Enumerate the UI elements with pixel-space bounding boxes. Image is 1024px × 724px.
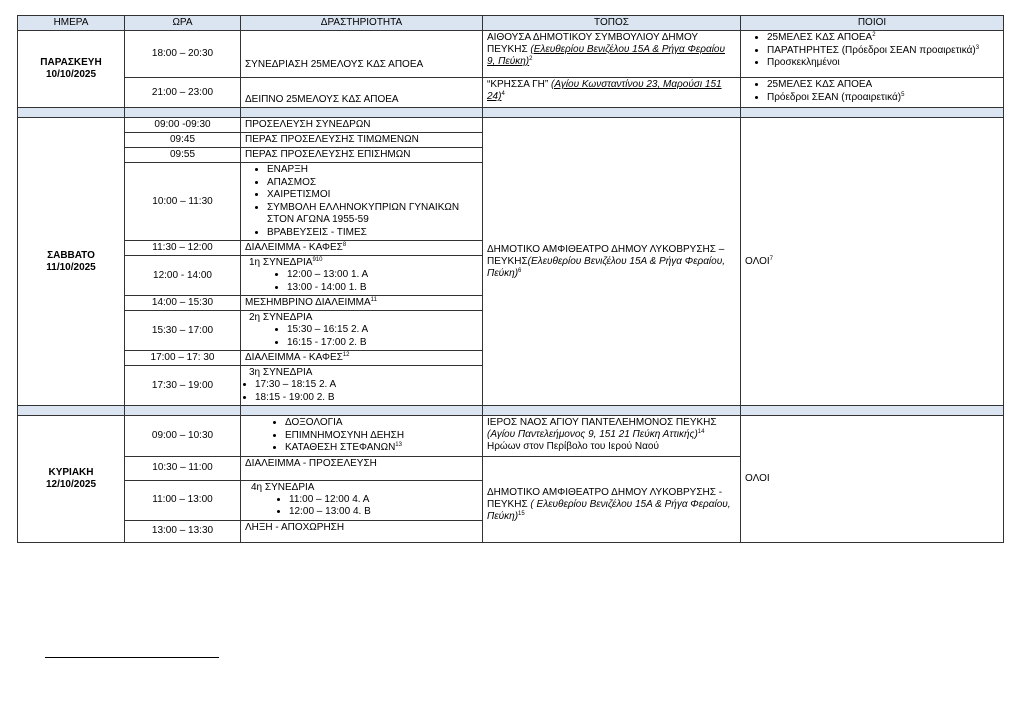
friday-dinner-who	[741, 78, 1004, 108]
friday-row-dinner	[18, 78, 1004, 108]
place-name: ΙΕΡΟΣ ΝΑΟΣ ΑΓΙΟΥ ΠΑΝΤΕΛΕΗΜΟΝΟΣ ΠΕΥΚΗΣ	[487, 417, 717, 428]
activity-cell: ΔΙΑΛΕΙΜΜΑ - ΚΑΦΕΣ$^{12}$	[241, 351, 483, 366]
sunday-day-date: 12/10/2025	[45, 478, 97, 490]
friday-day-name: ΠΑΡΑΣΚΕΥΗ	[40, 57, 102, 68]
activity-cell	[241, 366, 483, 406]
saturday-day-cell	[18, 118, 125, 406]
time-cell: 17:00 – 17: 30	[125, 351, 241, 366]
list-item: • 25ΜΕΛΕΣ ΚΔΣ ΑΠΟΕΑ$^2$	[767, 32, 999, 45]
list-item: • 12:00 – 13:00 4. Β	[289, 506, 478, 519]
sunday-amphitheatre-place	[483, 456, 741, 542]
activity-cell	[241, 480, 483, 520]
saturday-place	[483, 118, 741, 406]
activity-cell: ΜΕΣΗΜΒΡΙΝΟ ΔΙΑΛΕΙΜΜΑ$^{11}$	[241, 296, 483, 311]
sunday-day-name: ΚΥΡΙΑΚΗ	[48, 466, 94, 478]
list-item: • 12:00 – 13:00 1. Α	[287, 269, 478, 282]
list-item: • ΠΑΡΑΤΗΡΗΤΕΣ (Πρόεδροι ΣΕΑΝ προαιρετικά)$^3$	[767, 45, 999, 58]
list-item: • 17:30 – 18:15 2. Α	[255, 379, 478, 392]
list-item: • 11:00 – 12:00 4. Α	[289, 494, 478, 507]
saturday-who	[741, 118, 1004, 406]
place-address: (Αγίου Κωνσταντίνου 23, Μαρούσι 151 24)	[487, 79, 722, 102]
friday-meeting-time: 18:00 – 20:30	[125, 31, 241, 78]
place-name: ΔΗΜΟΤΙΚΟ ΑΜΦΙΘΕΑΤΡΟ ΔΗΜΟΥ ΛΥΚΟΒΡΥΣΗΣ - ΠΕΥΚΗΣ	[487, 486, 723, 510]
time-cell: 11:00 – 13:00	[125, 480, 241, 520]
header-who: ΠΟΙΟΙ	[741, 16, 1004, 31]
saturday-row-arrival	[18, 118, 1004, 133]
place-extra: Ηρώων στον Περίβολο του Ιερού Ναού	[487, 441, 659, 452]
list-item: • 16:15 - 17:00 2. Β	[287, 337, 478, 350]
sunday-service-place	[483, 416, 741, 457]
place-address: (Ελευθερίου Βενιζέλου 15Α & Ρήγα Φεραίου 9, Πεύκη)	[487, 44, 725, 67]
session-title: 1η ΣΥΝΕΔΡΙΑ	[249, 257, 313, 268]
sunday-day-cell	[18, 416, 125, 543]
time-cell: 14:00 – 15:30	[125, 296, 241, 311]
time-cell: 09:00 – 10:30	[125, 416, 241, 457]
activity-cell: ΠΕΡΑΣ ΠΡΟΣΕΛΕΥΣΗΣ ΤΙΜΩΜΕΝΩΝ	[241, 133, 483, 148]
header-place: ΤΟΠΟΣ	[483, 16, 741, 31]
saturday-day-name: ΣΑΒΒΑΤΟ	[47, 249, 95, 261]
list-item: • ΒΡΑΒΕΥΣΕΙΣ - ΤΙΜΕΣ	[267, 227, 478, 240]
friday-day-date: 10/10/2025	[45, 69, 97, 80]
list-item: • ΑΠΑΣΜΟΣ	[267, 177, 478, 190]
list-item: • ΕΝΑΡΞΗ	[267, 164, 478, 177]
list-item: • ΕΠΙΜΝΗΜΟΣΥΝΗ ΔΕΗΣΗ	[285, 430, 478, 443]
place-address: (Αγίου Παντελεήμονος 9, 151 21 Πεύκη Αττικής)	[487, 429, 698, 440]
place-name: ΑΙΘΟΥΣΑ ΔΗΜΟΤΙΚΟΥ ΣΥΜΒΟΥΛΙΟΥ ΔΗΜΟΥ ΠΕΥΚΗΣ	[487, 32, 698, 55]
header-row	[18, 16, 1004, 31]
friday-dinner-activity: ΔΕΙΠΝΟ 25ΜΕΛΟΥΣ ΚΔΣ ΑΠΟΕΑ	[241, 78, 483, 108]
friday-meeting-who	[741, 31, 1004, 78]
header-day: ΗΜΕΡΑ	[18, 16, 125, 31]
activity-cell	[241, 416, 483, 457]
header-activity: ΔΡΑΣΤΗΡΙΟΤΗΤΑ	[241, 16, 483, 31]
time-cell: 10:00 – 11:30	[125, 163, 241, 241]
activity-cell: 1η ΣΥΝΕΔΡΙΑ$^{910}$ • 12:00 – 13:00 1. Α • 13:00 - 14:00 1. Β	[241, 256, 483, 296]
list-item: • ΧΑΙΡΕΤΙΣΜΟΙ	[267, 189, 478, 202]
session-title: 3η ΣΥΝΕΔΡΙΑ	[249, 367, 313, 378]
footnote-ref: 6	[518, 267, 522, 274]
sunday-who: ΟΛΟΙ	[741, 416, 1004, 543]
footnote-ref: 4	[501, 91, 505, 97]
footnote-separator	[45, 657, 219, 658]
activity-cell: ΔΙΑΛΕΙΜΜΑ - ΚΑΦΕΣ$^8$	[241, 241, 483, 256]
list-item: • ΣΥΜΒΟΛΗ ΕΛΛΗΝΟΚΥΠΡΙΩΝ ΓΥΝΑΙΚΩΝ ΣΤΟΝ ΑΓΩΝΑ 1955-59	[267, 202, 478, 227]
friday-day-cell	[18, 31, 125, 108]
list-item: • ΔΟΞΟΛΟΓΙΑ	[285, 417, 478, 430]
list-item: • 18:15 - 19:00 2. Β	[255, 392, 478, 405]
footnote-ref: 14	[697, 429, 705, 435]
activity-cell: ΛΗΞΗ - ΑΠΟΧΩΡΗΣΗ	[241, 520, 483, 542]
footnote-ref: 2	[529, 56, 533, 62]
session-title: 4η ΣΥΝΕΔΡΙΑ	[251, 481, 315, 493]
time-cell: 15:30 – 17:00	[125, 311, 241, 351]
activity-cell: ΔΙΑΛΕΙΜΜΑ - ΠΡΟΣΕΛΕΥΣΗ	[241, 456, 483, 480]
sunday-row-service	[18, 416, 1004, 457]
time-cell: 09:55	[125, 148, 241, 163]
activity-cell: ΠΕΡΑΣ ΠΡΟΣΕΛΕΥΣΗΣ ΕΠΙΣΗΜΩΝ	[241, 148, 483, 163]
separator-row	[18, 406, 1004, 416]
activity-cell	[241, 311, 483, 351]
header-time: ΩΡΑ	[125, 16, 241, 31]
activity-cell: ΠΡΟΣΕΛΕΥΣΗ ΣΥΝΕΔΡΩΝ	[241, 118, 483, 133]
separator-row	[18, 108, 1004, 118]
list-item: • Προσκεκλημένοι	[767, 57, 999, 70]
friday-row-meeting	[18, 31, 1004, 78]
time-cell: 09:00 -09:30	[125, 118, 241, 133]
place-name: “ΚΡΗΣΣΑ ΓΗ”	[487, 79, 549, 90]
time-cell: 13:00 – 13:30	[125, 520, 241, 542]
friday-dinner-time: 21:00 – 23:00	[125, 78, 241, 108]
list-item: • ΚΑΤΑΘΕΣΗ ΣΤΕΦΑΝΩΝ$^{13}$	[285, 442, 478, 455]
time-cell: 09:45	[125, 133, 241, 148]
footnote-ref: 7	[769, 255, 773, 262]
place-address: ( Ελευθερίου Βενιζέλου 15Α & Ρήγα Φεραίου, Πεύκη)	[487, 498, 731, 522]
place-name: ΔΗΜΟΤΙΚΟ ΑΜΦΙΘΕΑΤΡΟ ΔΗΜΟΥ ΛΥΚΟΒΡΥΣΗΣ – ΠΕΥΚΗΣ	[487, 243, 725, 267]
list-item: • 13:00 - 14:00 1. Β	[287, 282, 478, 295]
activity-cell	[241, 163, 483, 241]
time-cell: 10:30 – 11:00	[125, 456, 241, 480]
saturday-day-date: 11/10/2025	[46, 261, 96, 273]
friday-meeting-place	[483, 31, 741, 78]
session-title: 2η ΣΥΝΕΔΡΙΑ	[249, 312, 313, 323]
friday-dinner-place	[483, 78, 741, 108]
list-item: • 15:30 – 16:15 2. Α	[287, 324, 478, 337]
time-cell: 12:00 - 14:00	[125, 256, 241, 296]
time-cell: 17:30 – 19:00	[125, 366, 241, 406]
schedule-table	[17, 15, 1004, 543]
time-cell: 11:30 – 12:00	[125, 241, 241, 256]
who-text: ΟΛΟΙ	[745, 255, 770, 267]
friday-meeting-activity: ΣΥΝΕΔΡΙΑΣΗ 25ΜΕΛΟΥΣ ΚΔΣ ΑΠΟΕΑ	[241, 31, 483, 78]
place-address: (Ελευθερίου Βενιζέλου 15Α & Ρήγα Φεραίου, Πεύκη)	[487, 255, 725, 279]
list-item: • Πρόεδροι ΣΕΑΝ $(\pi\rho o\alpha\iota\rho\varepsilon\tau\iota\kappa ά)^5$	[767, 92, 999, 105]
footnote-ref: 15	[518, 510, 525, 517]
list-item: • 25ΜΕΛΕΣ ΚΔΣ ΑΠΟΕΑ	[767, 79, 999, 92]
